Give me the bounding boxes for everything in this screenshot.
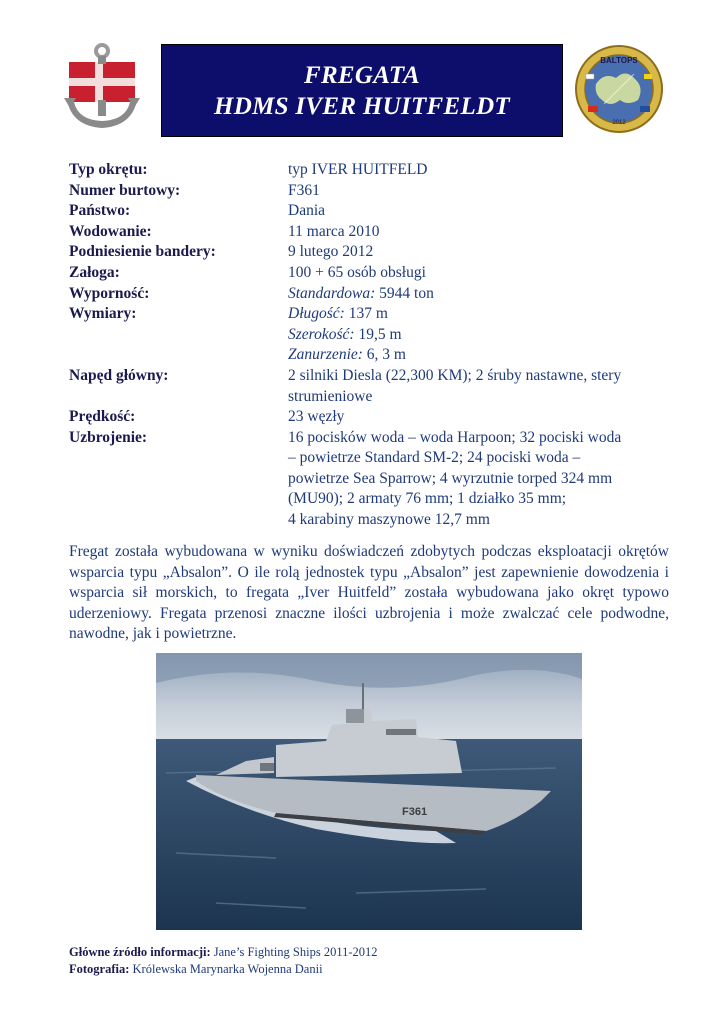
navy-anchor-flag-emblem — [62, 42, 142, 132]
beam-italic: Szerokość: — [288, 326, 355, 343]
spec-label-dimensions: Wymiary: — [69, 305, 137, 322]
displacement-italic: Standardowa: — [288, 285, 376, 302]
spec-value-armament-line-3: powietrze Sea Sparrow; 4 wyrzutnie torped 324 mm — [288, 470, 613, 487]
spec-label-type: Typ okrętu: — [69, 161, 148, 178]
spec-value-armament-line-2: – powietrze Standard SM-2; 24 pociski woda – — [288, 449, 581, 466]
spec-value-draught — [288, 345, 678, 366]
source-value: Jane’s Fighting Ships 2011-2012 — [210, 945, 378, 959]
photo-label: Fotografia: — [69, 961, 130, 976]
baltops-badge — [574, 44, 664, 134]
spec-value-speed: 23 węzły — [288, 408, 345, 425]
spec-value-type: typ IVER HUITFELD — [288, 161, 428, 178]
badge-title: BALTOPS — [600, 56, 638, 65]
source-credit — [69, 944, 378, 961]
spec-value-propulsion-line-1: 2 silniki Diesla (22,300 KM); 2 śruby nastawne, stery — [288, 367, 622, 384]
spec-value-crew: 100 + 65 osób obsługi — [288, 264, 426, 281]
spec-label-propulsion: Napęd główny: — [69, 367, 169, 384]
length-rest: 137 m — [344, 305, 388, 322]
beam-rest: 19,5 m — [354, 326, 402, 343]
length-italic: Długość: — [288, 305, 345, 322]
spec-value-armament-line-4: (MU90); 2 armaty 76 mm; 1 działko 35 mm; — [288, 490, 567, 507]
spec-value-hull-number: F361 — [288, 182, 320, 199]
spec-label-country: Państwo: — [69, 202, 131, 219]
spec-value-armament-line-1: 16 pocisków woda – woda Harpoon; 32 pociski woda — [288, 429, 622, 446]
displacement-rest: 5944 ton — [375, 285, 434, 302]
title-line-2: HDMS IVER HUITFELDT — [213, 92, 511, 120]
spec-label-speed: Prędkość: — [69, 408, 136, 425]
photo-value: Królewska Marynarka Wojenna Danii — [129, 961, 323, 976]
spec-label-commissioned: Podniesienie bandery: — [69, 243, 216, 260]
draught-italic: Zanurzenie: — [288, 346, 363, 363]
badge-year: 2012 — [612, 120, 626, 126]
hull-number-text: F361 — [402, 806, 428, 818]
spec-label-armament: Uzbrojenie: — [69, 429, 148, 446]
source-label: Główne źródło informacji: — [69, 945, 211, 959]
description-paragraph: Fregat została wybudowana w wyniku doświadczeń zdobytych podczas eksploatacji okrętów wsparcia typu „Absalon”. O ile rolą jednostek typu „Absalon” jest zapewnienie dowodzenia i wsparcia sił morskich, to fregata „Iver Huitfeld” została wybudowana jako okręt typowo uderzeniowy. Fregata przenosi znaczne ilości uzbrojenia i może zwalczać cele podwodne, nawodne, jak i powietrzne. — [69, 543, 669, 643]
spec-value-country: Dania — [288, 202, 326, 219]
spec-value-length — [288, 304, 678, 325]
spec-label-crew: Załoga: — [69, 264, 120, 281]
spec-value-launched: 11 marca 2010 — [288, 223, 380, 240]
spec-label-hull-number: Numer burtowy: — [69, 182, 181, 199]
spec-value-beam — [288, 325, 678, 346]
spec-value-commissioned: 9 lutego 2012 — [288, 243, 374, 260]
spec-value-displacement — [288, 284, 678, 305]
spec-label-displacement: Wyporność: — [69, 285, 150, 302]
frigate-photo — [156, 653, 582, 930]
title-banner — [161, 44, 563, 137]
photo-credit — [69, 961, 378, 978]
draught-rest: 6, 3 m — [362, 346, 406, 363]
spec-value-propulsion-line-2: strumieniowe — [288, 388, 373, 405]
spec-label-launched: Wodowanie: — [69, 223, 152, 240]
title-line-1: FREGATA — [303, 61, 421, 89]
spec-value-armament-line-5: 4 karabiny maszynowe 12,7 mm — [288, 511, 490, 528]
footer-credits — [69, 944, 378, 977]
